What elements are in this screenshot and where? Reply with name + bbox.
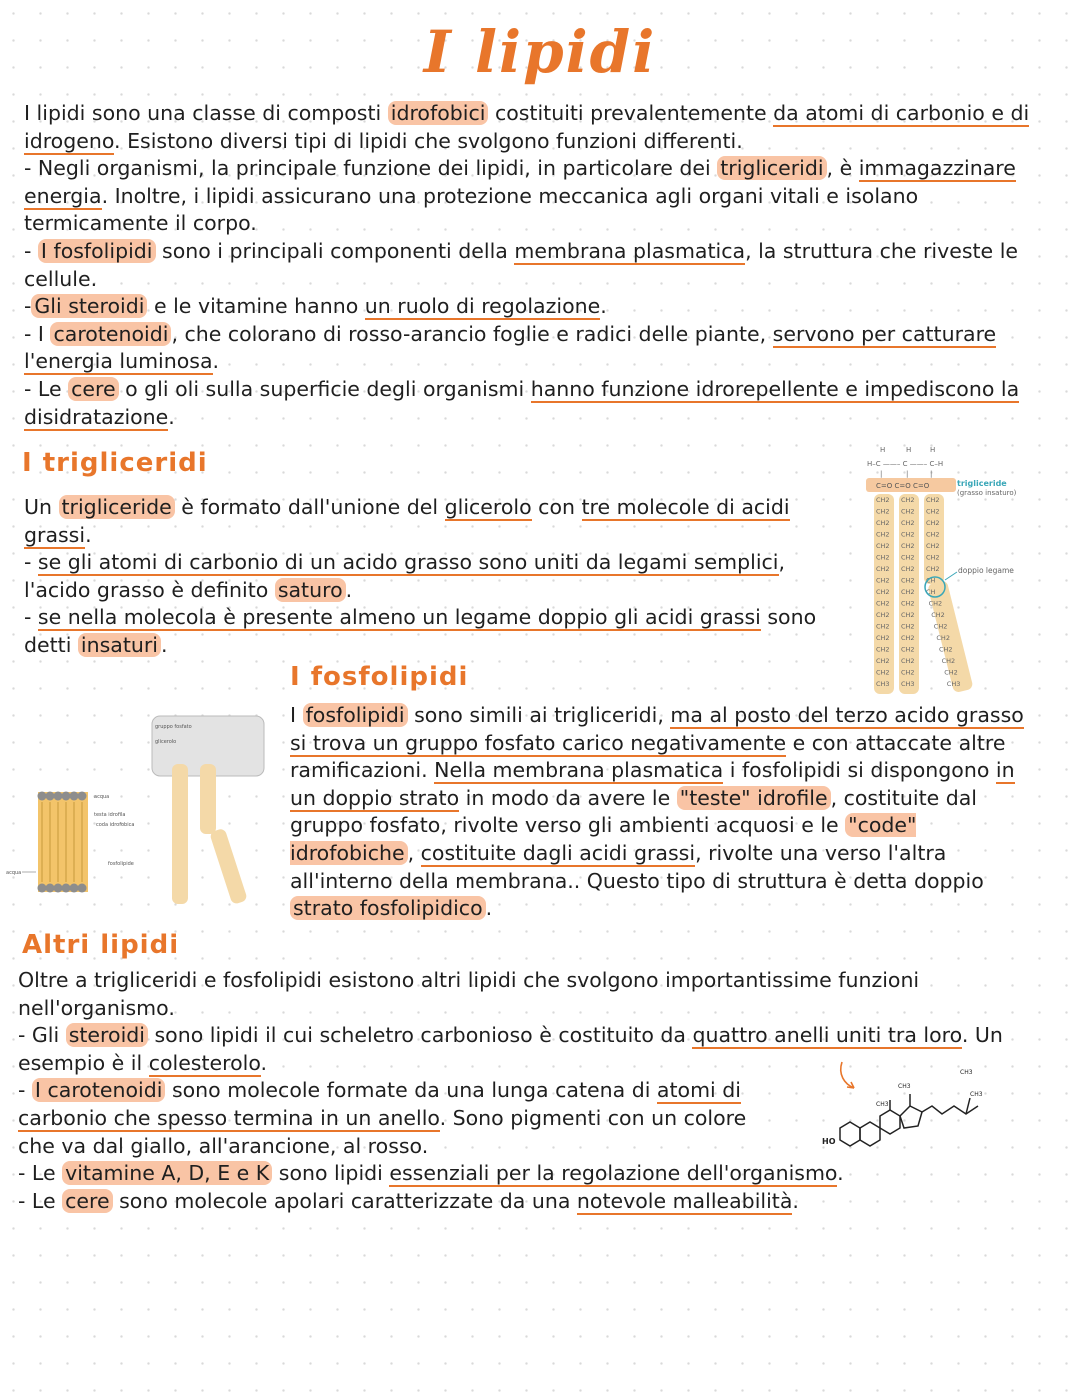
chain-unit: CH2 (876, 645, 890, 654)
chain-unit: CH2 (876, 565, 890, 573)
chain-unit: CH2 (901, 507, 915, 516)
triglyceride-diagram (862, 442, 1052, 697)
intro-paragraph-2: - Negli organismi, la principale funzione dei lipidi, in particolare dei trigliceridi , è immagazzinare energia. Inoltre, i lipidi assicurano una protezione meccanica agli organi vitali e isolano termicamente il corpo. (24, 156, 1016, 236)
triglyceride-label: trigliceride (957, 479, 1007, 488)
glycerol-backbone (867, 446, 943, 478)
chain-unit: CH2 (876, 576, 890, 585)
page-title: I lipidi (423, 18, 657, 86)
chain-unit: CH2 (876, 542, 890, 550)
chain-unit: CH2 (876, 507, 890, 516)
intro-paragraph-6: - Le cere o gli oli sulla superficie degli organismi hanno funzione idrorepellente e impediscono la disidratazione. (24, 376, 1020, 429)
phospholipid-head (54, 884, 63, 893)
phospholipid-head (62, 792, 71, 801)
trigliceridi-paragraph-1: Un trigliceride è formato dall'unione del glicerolo con tre molecole di acidi grassi. (24, 495, 790, 547)
chain-unit: CH2 (941, 657, 956, 665)
chain-unit: CH3 (876, 680, 890, 688)
intro-paragraph-3: - I fosfolipidi sono i principali componenti della membrana plasmatica, la struttura che riveste le cellule. (24, 238, 1018, 291)
chain-unit: CH3 (901, 680, 915, 688)
phospholipid-tails (172, 764, 248, 905)
chain-unit: CH2 (901, 645, 915, 654)
chain-unit: CH2 (928, 599, 943, 608)
acqua-label-top: acqua (94, 794, 110, 800)
chain-unit: CH2 (876, 496, 890, 504)
chain-unit: CH2 (901, 565, 915, 573)
altri-paragraph-4: - Le vitamine A, D, E e K sono lipidi essenziali per la regolazione dell'organismo. (18, 1161, 844, 1186)
chain-unit: CH2 (876, 530, 890, 539)
intro-paragraph-4: - Gli steroidi e le vitamine hanno un ruolo di regolazione. (24, 294, 607, 319)
chain-unit: CH2 (901, 611, 915, 619)
fosfolipide-label: fosfolipide (108, 861, 134, 867)
chain-unit: CH2 (901, 519, 915, 527)
trigliceridi-paragraph-3: - se nella molecola è presente almeno un legame doppio gli acidi grassi sono detti insaturi . (24, 605, 817, 657)
chain-unit: CH2 (901, 622, 915, 631)
chain-unit: CH2 (926, 542, 940, 550)
altri-paragraph-1: Oltre a trigliceridi e fosfolipidi esistono altri lipidi che svolgono importantissime funzioni nell'organismo. (18, 968, 920, 1020)
chain-unit: CH2 (876, 519, 890, 527)
intro-paragraph-5: - I carotenoidi , che colorano di rosso-arancio foglie e radici delle piante, servono per catturare l'energia luminosa. (24, 321, 997, 374)
trigliceridi-section (24, 494, 849, 660)
chain-unit: CH2 (901, 599, 915, 608)
steroid-rings (840, 1094, 978, 1146)
phospholipid-head (46, 792, 55, 801)
triglyceride-sublabel: (grasso insaturo) (957, 489, 1017, 497)
phospholipid-head (78, 884, 87, 893)
svg-text:H–C ——– C ——– C–H: H–C ——– C ——– C–H (867, 460, 944, 468)
ch3-label-a: CH3 (876, 1101, 889, 1108)
chain-unit: CH2 (876, 668, 890, 677)
heading-fosfolipidi: I fosfolipidi (290, 662, 469, 692)
svg-text:H: H (930, 446, 936, 454)
phospholipid-head (78, 792, 87, 801)
svg-text:|: | (930, 470, 933, 478)
chain-unit: CH2 (926, 553, 940, 562)
chain-unit: CH2 (926, 496, 940, 504)
intro-section (24, 100, 1034, 431)
heading-trigliceridi: I trigliceridi (22, 448, 208, 478)
phospholipid-head (38, 884, 47, 893)
chain-unit: CH2 (944, 668, 958, 677)
intro-paragraph-1: I lipidi sono una classe di composti idrofobici costituiti prevalentemente da atomi di carbonio e di idrogeno. Esistono diversi tipi di lipidi che svolgono funzioni differenti. (24, 101, 1030, 153)
svg-text:H: H (880, 446, 886, 454)
altri-paragraph-5: - Le cere sono molecole apolari caratterizzate da una notevole malleabilità. (18, 1188, 799, 1213)
chain-unit: CH2 (936, 634, 950, 642)
phospholipid-head (62, 884, 71, 893)
trigliceridi-paragraph-2: - se gli atomi di carbonio di un acido grasso sono uniti da legami semplici, l'acido grasso è definito saturo . (24, 550, 786, 602)
chain-unit: CH (926, 588, 936, 596)
phospholipid-head (54, 792, 63, 801)
ch3-label-b: CH3 (898, 1083, 911, 1090)
phospholipid-head (70, 884, 79, 893)
chain-unit: CH3 (946, 680, 961, 688)
fosfolipidi-section (290, 702, 1045, 923)
chain-unit: CH2 (931, 611, 945, 619)
ho-label: HO (822, 1137, 836, 1146)
chain-unit: CH2 (933, 622, 948, 631)
chain-unit: CH2 (926, 507, 940, 516)
phospholipid-diagram (4, 712, 274, 917)
chain-unit: CH2 (901, 588, 915, 596)
chain-unit: CH2 (876, 634, 890, 642)
chain-unit: CH2 (876, 553, 890, 562)
chain-unit: CH2 (876, 599, 890, 608)
ch3-label-c: CH3 (970, 1091, 983, 1098)
chain-unit: CH2 (926, 519, 940, 527)
chain-unit: CH2 (901, 553, 915, 562)
altri-paragraph-3: - I carotenoidi sono molecole formate da una lunga catena di atomi di carbonio che spesso termina in un anello. Sono pigmenti con un colore che va dal giallo, all'arancione, al rosso. (18, 1078, 747, 1158)
gruppo-fosfato-label: gruppo fosfato (155, 724, 192, 730)
chain-unit: CH2 (876, 622, 890, 631)
chain-unit: CH2 (926, 565, 940, 573)
chain-unit: CH2 (926, 530, 940, 539)
heading-altri-lipidi: Altri lipidi (22, 930, 180, 960)
chain-unit: CH2 (876, 657, 890, 665)
chain-unit: CH2 (901, 496, 915, 504)
chain-unit: CH2 (939, 645, 953, 654)
chain-unit: CH2 (901, 668, 915, 677)
svg-text:|: | (880, 470, 883, 478)
coda-idrofobica-label: coda idrofobica (96, 822, 135, 828)
acqua-label-bottom: acqua (6, 870, 22, 876)
glicerolo-label: glicerolo (155, 739, 177, 745)
bilayer-illustration (38, 792, 89, 893)
chain-unit: CH2 (901, 634, 915, 642)
svg-text:C=O C=O C=O: C=O C=O C=O (876, 482, 930, 490)
phospholipid-head (70, 792, 79, 801)
double-bond-label: doppio legame (958, 566, 1014, 575)
cholesterol-structure (820, 1058, 1020, 1154)
svg-text:H: H (906, 446, 912, 454)
testa-idrofila-label: testa idrofila (94, 812, 126, 818)
chain-unit: CH2 (876, 611, 890, 619)
phospholipid-head (46, 884, 55, 893)
chain-unit: CH2 (901, 542, 915, 550)
chain-unit: CH2 (901, 657, 915, 665)
fosfolipidi-paragraph-1: I fosfolipidi sono simili ai trigliceridi, ma al posto del terzo acido grasso si trova un gruppo fosfato carico negativamente e con attaccate altre ramificazioni. Nella membrana plasmatica i fosfolipidi si dispongono in un doppio strato in modo da avere le "teste" idrofile , costituite dal gruppo fosfato, rivolte verso gli ambienti acquosi e le "code" idrofobiche , costituite dagli acidi grassi, rivolte una verso l'altra all'interno della membrana.. Questo tipo di struttura è detta doppio strato fosfolipidico . (290, 703, 1024, 921)
chain-unit: CH2 (901, 576, 915, 585)
chain-unit: CH (926, 576, 936, 585)
chain-unit: CH2 (876, 588, 890, 596)
phospholipid-head (38, 792, 47, 801)
altri-paragraph-2: - Gli steroidi sono lipidi il cui scheletro carbonioso è costituito da quattro anelli uniti tra loro. Un esempio è il colesterolo. (18, 1023, 1003, 1075)
ch3-label-d: CH3 (960, 1069, 973, 1076)
chain-unit: CH2 (901, 530, 915, 539)
svg-text:|: | (906, 470, 909, 478)
